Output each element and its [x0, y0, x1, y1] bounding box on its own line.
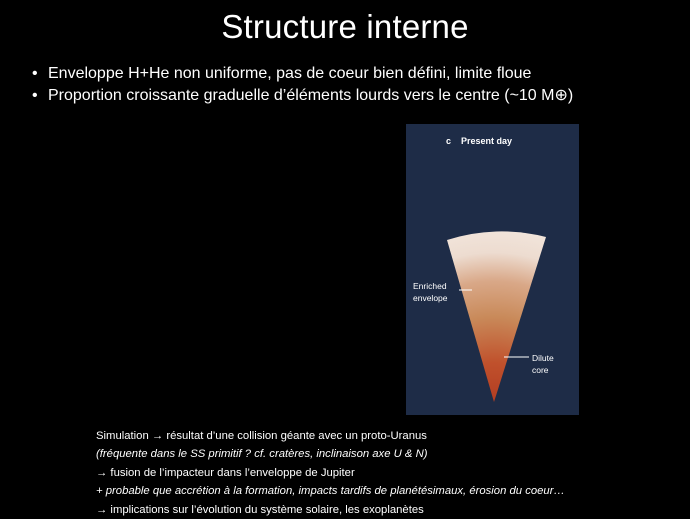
note-line: (fréquente dans le SS primitif ? cf. cratères, inclinaison axe U & N): [96, 448, 428, 461]
interior-wedge: [447, 231, 546, 402]
bullet-text: Enveloppe H+He non uniforme, pas de coeur bien défini, limite floue: [48, 65, 532, 82]
note-line: → fusion de l’impacteur dans l’enveloppe de Jupiter: [96, 466, 355, 479]
bullet-item: [30, 63, 573, 85]
note-line: → implications sur l’évolution du système solaire, les exoplanètes: [96, 503, 424, 516]
notes-block: [96, 427, 565, 519]
dilute-core-label: core: [532, 365, 549, 375]
bullet-dot: •: [32, 65, 38, 82]
note-line: Simulation → résultat d’une collision géante avec un proto-Uranus: [96, 430, 427, 442]
panel-letter: c: [446, 136, 452, 146]
panel-title: Present day: [461, 136, 513, 146]
interior-wedge-diagram: [406, 124, 579, 415]
jupiter-interior-figure: [406, 124, 579, 415]
enriched-envelope-label: envelope: [413, 293, 448, 303]
bullet-list: [30, 63, 573, 107]
bullet-dot: •: [32, 87, 38, 104]
dilute-core-label: Dilute: [532, 353, 554, 363]
bullet-item: [30, 85, 573, 107]
bullet-text: Proportion croissante graduelle d’éléments lourds vers le centre (~10 M⊕): [48, 87, 574, 104]
note-line: + probable que accrétion à la formation, impacts tardifs de planétésimaux, érosion du coeur…: [96, 485, 565, 498]
enriched-envelope-label: Enriched: [413, 281, 447, 291]
slide-title: Structure interne: [221, 8, 469, 45]
